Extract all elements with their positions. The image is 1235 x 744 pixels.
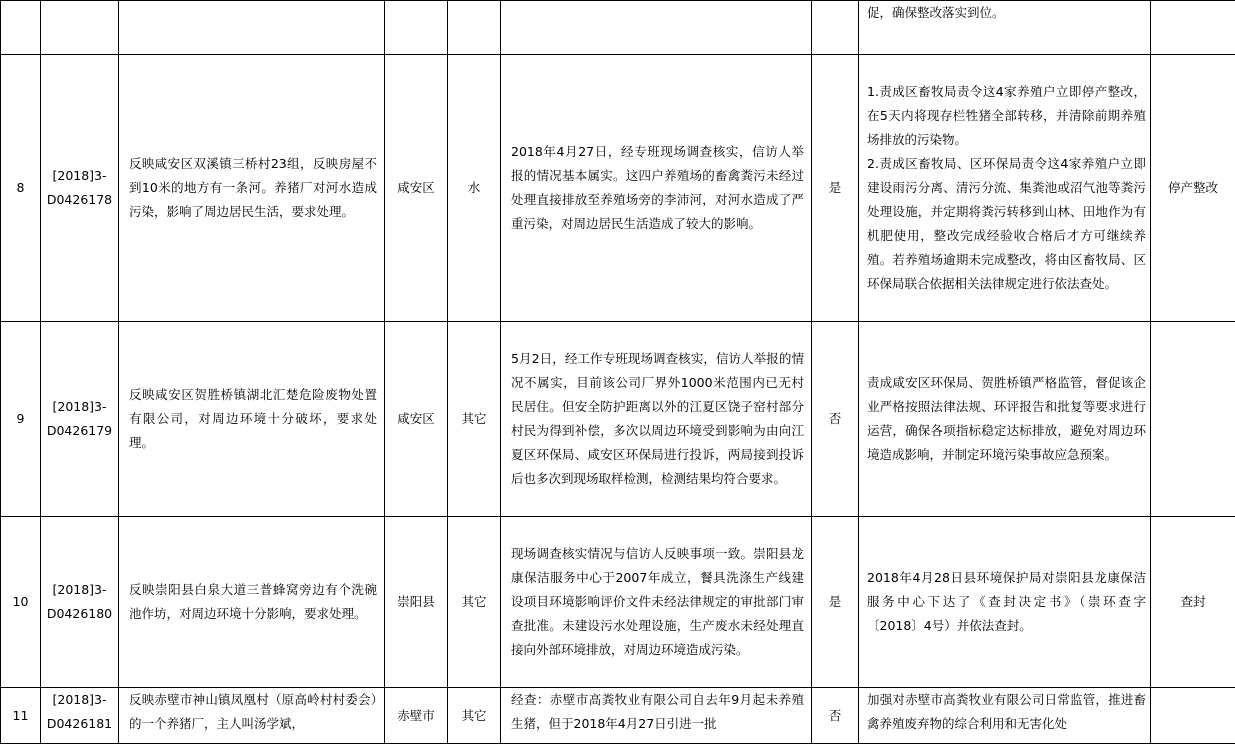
finding-cell: 现场调查核实情况与信访人反映事项一致。崇阳县龙康保洁服务中心于2007年成立，餐具洗涤生产线建设项目环境影响评价文件未经法律规定的审批部门审查批准。未建设污水处理设施，生产废水未经处理直接向外部环境排放，对周边环境造成污染。 xyxy=(501,517,812,688)
type-cell xyxy=(448,1,501,55)
case-id-cell: [2018]3-D0426180 xyxy=(41,517,119,688)
district-cell: 崇阳县 xyxy=(385,517,448,688)
district-cell: 赤壁市 xyxy=(385,688,448,744)
measures-cell: 2018年4月28日县环境保护局对崇阳县龙康保洁服务中心下达了《查封决定书》（崇环查字〔2018〕4号）并依法查封。 xyxy=(859,517,1151,688)
type-cell: 其它 xyxy=(448,517,501,688)
table-row xyxy=(1,322,1235,517)
case-id-cell xyxy=(41,1,119,55)
finding-cell xyxy=(501,1,812,55)
case-id-cell: [2018]3-D0426178 xyxy=(41,55,119,322)
finding-cell: 2018年4月27日，经专班现场调查核实，信访人举报的情况基本属实。这四户养殖场的畜禽粪污未经过处理直接排放至养殖场旁的李沛河，对河水造成了严重污染，对周边居民生活造成了较大的影响。 xyxy=(501,55,812,322)
no-cell: 8 xyxy=(1,55,41,322)
measures-cell xyxy=(859,1,1151,55)
complaint-cell xyxy=(119,1,385,55)
measures-cell: 1.责成区畜牧局责令这4家养殖户立即停产整改，在5天内将现存栏牲猪全部转移，并清除前期养殖场排放的污染物。 2.责成区畜牧局、区环保局责令这4家养殖户立即建设雨污分离、清污分流、集粪池或沼气池等粪污处理设施，并定期将粪污转移到山林、田地作为有机肥使用，整改完成经验收合格后才方可继续养殖。若养殖场逾期未完成整改，将由区畜牧局、区环保局联合依据相关法律规定进行依法查处。 xyxy=(859,55,1151,322)
type-cell: 其它 xyxy=(448,322,501,517)
result-cell: 停产整改 xyxy=(1151,55,1235,322)
no-cell: 10 xyxy=(1,517,41,688)
complaint-cell: 反映咸安区贺胜桥镇湖北汇楚危险废物处置有限公司，对周边环境十分破坏，要求处理。 xyxy=(119,322,385,517)
district-cell xyxy=(385,1,448,55)
table-row xyxy=(1,1,1235,55)
complaint-cell: 反映咸安区双溪镇三桥村23组，反映房屋不到10米的地方有一条河。养猪厂对河水造成污染，影响了周边居民生活，要求处理。 xyxy=(119,55,385,322)
type-cell: 其它 xyxy=(448,688,501,744)
no-cell: 11 xyxy=(1,688,41,744)
case-id-cell: [2018]3-D0426179 xyxy=(41,322,119,517)
case-id-cell: [2018]3-D0426181 xyxy=(41,688,119,744)
verified-cell: 否 xyxy=(812,322,859,517)
table-row xyxy=(1,55,1235,322)
verified-cell xyxy=(812,1,859,55)
finding-cell: 经查：赤壁市高粪牧业有限公司自去年9月起未养殖生猪，但于2018年4月27日引进一批 xyxy=(501,688,812,744)
type-cell: 水 xyxy=(448,55,501,322)
district-cell: 咸安区 xyxy=(385,322,448,517)
no-cell: 9 xyxy=(1,322,41,517)
district-cell: 咸安区 xyxy=(385,55,448,322)
table-row xyxy=(1,517,1235,688)
finding-cell: 5月2日，经工作专班现场调查核实，信访人举报的情况不属实，目前该公司厂界外1000米范围内已无村民居住。但安全防护距离以外的江夏区饶子窑村部分村民为得到补偿，多次以周边环境受到影响为由向江夏区环保局、咸安区环保局进行投诉，两局接到投诉后也多次到现场取样检测，检测结果均符合要求。 xyxy=(501,322,812,517)
table-row xyxy=(1,688,1235,744)
measures-text: 促，确保整改落实到位。 xyxy=(867,1,1146,25)
measures-cell: 加强对赤壁市高粪牧业有限公司日常监管，推进畜禽养殖废弃物的综合利用和无害化处 xyxy=(859,688,1151,744)
result-cell xyxy=(1151,322,1235,517)
complaint-cell: 反映崇阳县白泉大道三普蜂窝旁边有个洗碗池作坊，对周边环境十分影响，要求处理。 xyxy=(119,517,385,688)
measures-cell: 责成咸安区环保局、贺胜桥镇严格监管，督促该企业严格按照法律法规、环评报告和批复等要求进行运营，确保各项指标稳定达标排放，避免对周边环境造成影响，并制定环境污染事故应急预案。 xyxy=(859,322,1151,517)
result-cell xyxy=(1151,1,1235,55)
result-cell: 查封 xyxy=(1151,517,1235,688)
verified-cell: 是 xyxy=(812,55,859,322)
no-cell xyxy=(1,1,41,55)
result-cell xyxy=(1151,688,1235,744)
complaint-cell: 反映赤壁市神山镇凤凰村（原高岭村村委会）的一个养猪厂，主人叫汤学斌， xyxy=(119,688,385,744)
verified-cell: 是 xyxy=(812,517,859,688)
verified-cell: 否 xyxy=(812,688,859,744)
